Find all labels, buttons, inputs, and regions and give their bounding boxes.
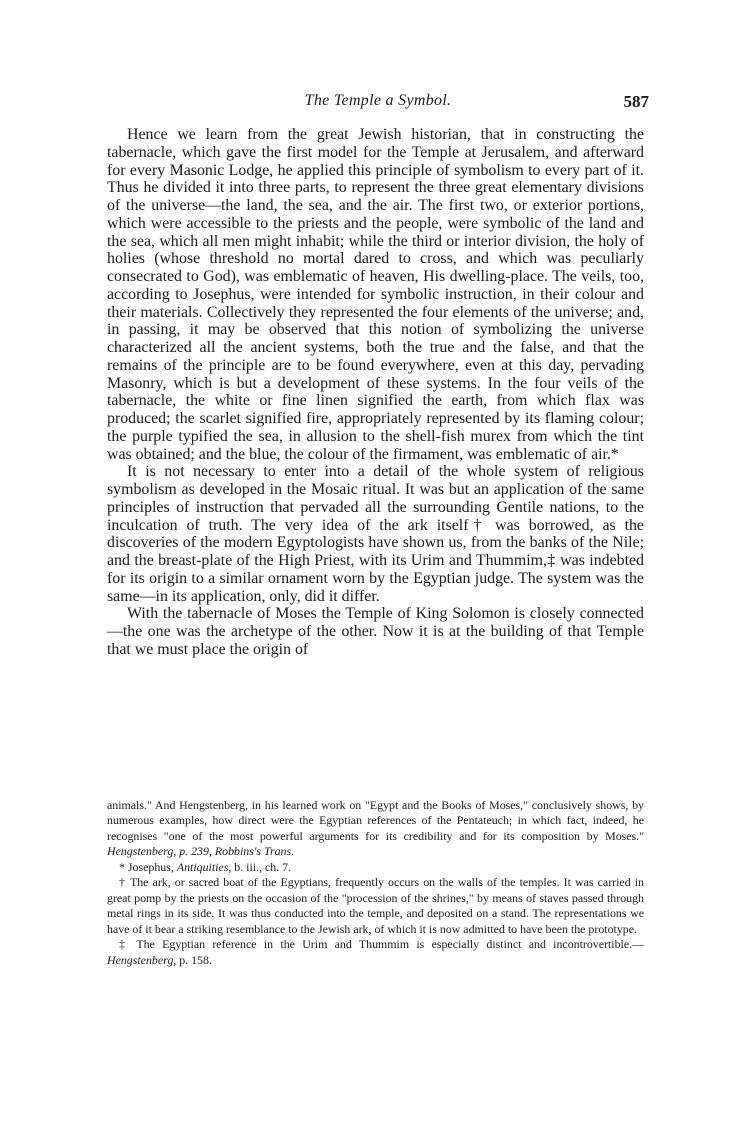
footnote-text-tail: , p. 158. <box>173 952 212 967</box>
paragraph: With the tabernacle of Moses the Temple of King Solomon is closely connected—the one was the archetype of the other. Now it is at the building of that Temple that we must place the origin of <box>107 605 644 658</box>
footnote-citation: Antiquities <box>176 859 229 874</box>
footnote-text: * Josephus, <box>119 859 177 874</box>
footnote-continued <box>107 798 644 860</box>
running-title: The Temple a Symbol. <box>304 92 452 109</box>
footnotes <box>107 798 644 968</box>
body-text <box>107 126 644 659</box>
footnote-asterisk <box>107 860 644 875</box>
paragraph: Hence we learn from the great Jewish historian, that in constructing the tabernacle, which gave the first model for the Temple at Jerusalem, and afterward for every Masonic Lodge, he applied this principle of symbolism to every part of it. Thus he divided it into three parts, to represent the three great elementary divisions of the universe—the land, the sea, and the air. The first two, or exterior portions, which were accessible to the priests and the people, were symbolic of the land and the sea, which all men might inhabit; while the third or interior division, the holy of holies (whose threshold no mortal dared to cross, and which was peculiarly consecrated to God), was emblematic of heaven, His dwelling-place. The veils, too, according to Josephus, were intended for symbolic instruction, in their colour and their materials. Collectively they represented the four elements of the universe; and, in passing, it may be observed that this notion of symbolizing the universe characterized all the ancient systems, both the true and the false, and that the remains of the principle are to be found everywhere, even at this day, pervading Masonry, which is but a development of these systems. In the four veils of the tabernacle, the white or fine linen signified the earth, from which flax was produced; the scarlet signified fire, appropriately represented by its flaming colour; the purple typified the sea, in allusion to the shell-fish murex from which the tint was obtained; and the blue, the colour of the firmament, was emblematic of air.* <box>107 126 644 463</box>
footnote-double-dagger <box>107 937 644 968</box>
page-header <box>107 92 649 114</box>
page-number: 587 <box>623 92 649 111</box>
paragraph: It is not necessary to enter into a detail of the whole system of religious symbolism as developed in the Mosaic ritual. It was but an application of the same principles of instruction that pervaded all the surrounding Gentile nations, to the inculcation of truth. The very idea of the ark itself† was borrowed, as the discoveries of the modern Egyptologists have shown us, from the banks of the Nile; and the breast-plate of the High Priest, with its Urim and Thummim,‡ was indebted for its origin to a similar ornament worn by the Egyptian judge. The system was the same—in its application, only, did it differ. <box>107 463 644 605</box>
footnote-continued-text: animals." And Hengstenberg, in his learned work on "Egypt and the Books of Moses," conclusively shows, by numerous examples, how direct were the Egyptian references of the Pentateuch; in which fact, indeed, he recognises "one of the most powerful arguments for its credibility and for its composition by Moses." <box>107 798 644 843</box>
footnote-citation: Hengstenberg <box>107 952 174 967</box>
footnote-text-tail: , b. iii., ch. 7. <box>228 859 292 874</box>
footnote-dagger: † The ark, or sacred boat of the Egyptians, frequently occurs on the walls of the temples. It was carried in great pomp by the priests on the occasion of the "procession of the shrines," by means of staves passed through metal rings in its side. It was thus conducted into the temple, and deposited on a stand. The representations we have of it bear a striking resemblance to the Jewish ark, of which it is now admitted to have been the prototype. <box>107 875 644 936</box>
footnote-text: ‡ The Egyptian reference in the Urim and Thummim is especially distinct and incontrovertible.— <box>119 937 644 952</box>
footnote-continued-citation: Hengstenberg, p. 239, Robbins's Trans. <box>107 844 295 859</box>
